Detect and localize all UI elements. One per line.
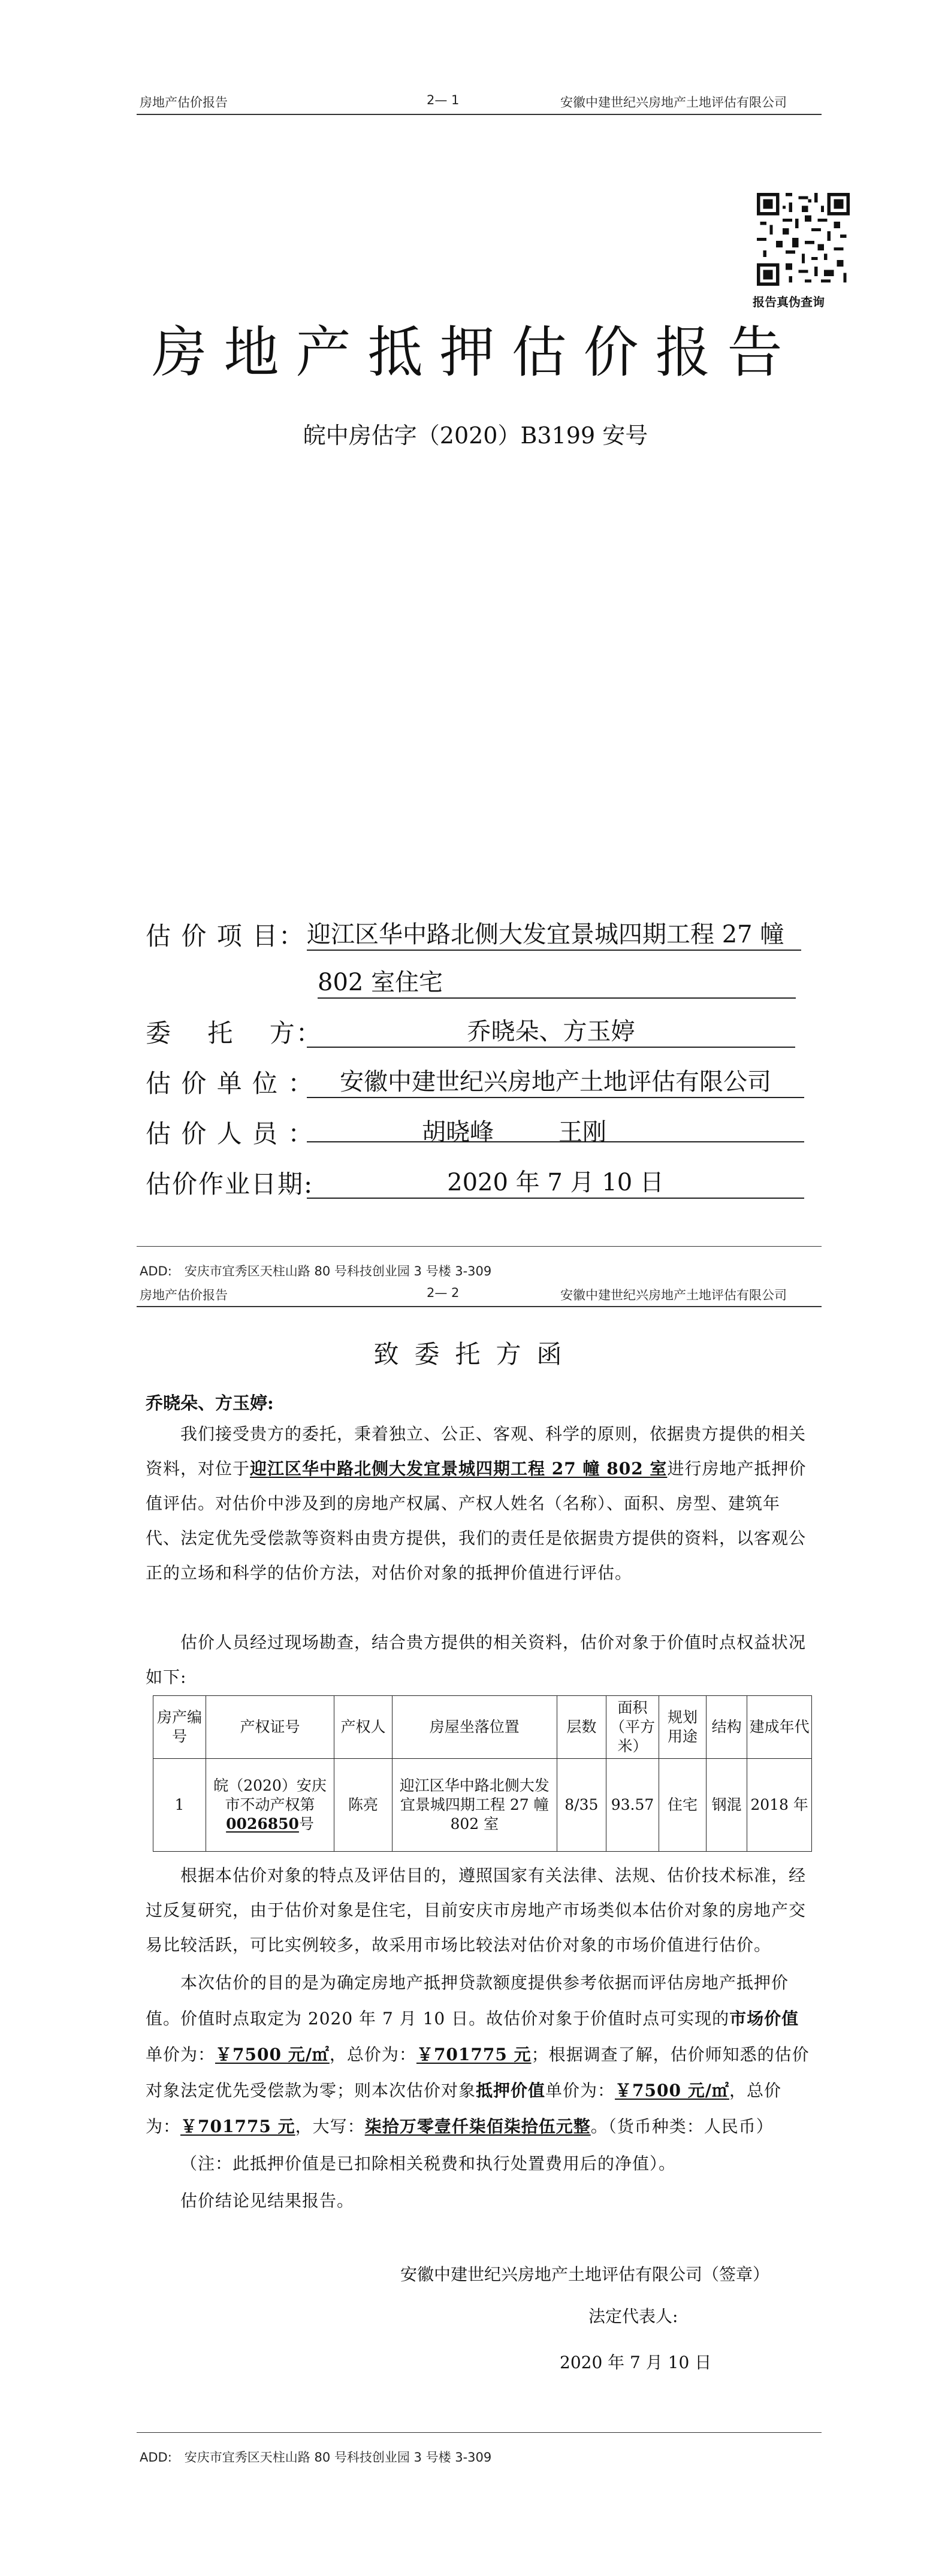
client-label: 委 托 方： bbox=[146, 1018, 322, 1048]
legal-representative: 法定代表人: bbox=[588, 2306, 678, 2326]
cell-owner: 陈亮 bbox=[334, 1759, 393, 1852]
appraiser-1: 胡晓峰 bbox=[422, 1118, 494, 1146]
footer-rule bbox=[137, 2432, 822, 2433]
market-value-label: 市场价值 bbox=[729, 2009, 799, 2028]
conclusion: 估价结论见结果报告。 bbox=[180, 2191, 355, 2211]
note: （注：此抵押价值是已扣除相关税费和执行处置费用后的净值）。 bbox=[180, 2154, 677, 2173]
appraiser-2: 王刚 bbox=[558, 1118, 606, 1146]
org-value: 安徽中建世纪兴房地产土地评估有限公司 bbox=[307, 1063, 804, 1098]
mortgage-total-price: ￥701775 元 bbox=[180, 2117, 295, 2136]
cell-year: 2018 年 bbox=[747, 1759, 812, 1852]
mortgage-value-label: 抵押价值 bbox=[476, 2081, 546, 2100]
project-label: 估 价 项 目： bbox=[146, 921, 306, 951]
footer-address: ADD: 安庆市宜秀区天柱山路 80 号科技创业园 3 号楼 3-309 bbox=[140, 2450, 492, 2465]
paragraph-3: 根据本估价对象的特点及评估目的，遵照国家有关法律、法规、估价技术标准，经过反复研究，由于估价对象是住宅，目前安庆市房地产市场类似本估价对象的房地产交易比较活跃，可比实例较多，故采用市场比较法对估价对象的市场价值进行估价。 bbox=[146, 1866, 807, 1955]
date-label: 估价作业日期: bbox=[146, 1169, 314, 1199]
org-label: 估 价 单 位 ： bbox=[146, 1069, 315, 1098]
cell-cert-no: 皖（2020）安庆市不动产权第0026850号 bbox=[206, 1759, 334, 1852]
header-right: 安徽中建世纪兴房地产土地评估有限公司 bbox=[560, 95, 787, 110]
th-house-no: 房产编号 bbox=[153, 1696, 206, 1759]
cell-use: 住宅 bbox=[659, 1759, 706, 1852]
paragraph-1: 我们接受贵方的委托，秉着独立、公正、客观、科学的原则，依据贵方提供的相关资料，对位于迎江区华中路北侧大发宜景城四期工程 27 幢 802 室进行房地产抵押价值评估。对估价中涉及到的房地产权属、产权人姓名（名称）、面积、房型、建筑年代、法定优先受偿款等资料由贵方提供，我们的责任是依据贵方提供的资料，以客观公正的立场和科学的估价方法，对估价对象的抵押价值进行评估。 bbox=[146, 1424, 807, 1583]
table-row bbox=[153, 1759, 812, 1852]
market-unit-price: ￥7500 元/㎡ bbox=[215, 2045, 330, 2064]
table-header-row bbox=[153, 1696, 812, 1759]
report-title: 房地产抵押估价报告 bbox=[152, 321, 799, 385]
th-year: 建成年代 bbox=[747, 1696, 812, 1759]
project-value-line2: 802 室住宅 bbox=[318, 963, 796, 999]
th-location: 房屋坐落位置 bbox=[392, 1696, 557, 1759]
property-address: 迎江区华中路北侧大发宜景城四期工程 27 幢 802 室 bbox=[250, 1459, 668, 1479]
appraiser-underline bbox=[307, 1141, 804, 1142]
cell-area: 93.57 bbox=[606, 1759, 659, 1852]
th-area: 面积（平方米） bbox=[606, 1696, 659, 1759]
signature-date: 2020 年 7 月 10 日 bbox=[560, 2353, 712, 2372]
project-value-line1: 迎江区华中路北侧大发宜景城四期工程 27 幢 bbox=[307, 915, 801, 951]
th-owner: 产权人 bbox=[334, 1696, 393, 1759]
header-page-number: 2— 2 bbox=[427, 1286, 460, 1300]
footer-address: ADD: 安庆市宜秀区天柱山路 80 号科技创业园 3 号楼 3-309 bbox=[140, 1264, 492, 1278]
qr-caption: 报告真伪查询 bbox=[753, 295, 825, 309]
property-table bbox=[153, 1695, 812, 1852]
paragraph-4: 本次估价的目的是为确定房地产抵押贷款额度提供参考依据而评估房地产抵押价值。价值时点取定为 2020 年 7 月 10 日。故估价对象于价值时点可实现的市场价值单价为：￥7500 元/㎡，总价为：￥701775 元；根据调查了解，估价师知悉的估价对象法定优先受偿款为零；则本次估价对象抵押价值单价为：￥7500 元/㎡，总价为：￥701775 元，大写：柒拾万零壹仟柒佰柒拾伍元整。（货币种类：人民币） bbox=[146, 1973, 810, 2136]
report-number: 皖中房估字（2020）B3199 安号 bbox=[303, 422, 648, 449]
cell-location: 迎江区华中路北侧大发宜景城四期工程 27 幢 802 室 bbox=[392, 1759, 557, 1852]
appraiser-label: 估 价 人 员 ： bbox=[146, 1119, 315, 1148]
market-total-price: ￥701775 元 bbox=[416, 2045, 532, 2064]
qr-code-icon[interactable] bbox=[757, 193, 850, 286]
cell-floors: 8/35 bbox=[557, 1759, 606, 1852]
paragraph-2: 估价人员经过现场勘查，结合贵方提供的相关资料，估价对象于价值时点权益状况如下: bbox=[146, 1632, 807, 1687]
th-structure: 结构 bbox=[707, 1696, 747, 1759]
mortgage-unit-price: ￥7500 元/㎡ bbox=[615, 2081, 729, 2100]
signature-org: 安徽中建世纪兴房地产土地评估有限公司（签章） bbox=[400, 2264, 770, 2284]
th-cert-no: 产权证号 bbox=[206, 1696, 334, 1759]
header-left: 房地产估价报告 bbox=[140, 1288, 228, 1302]
date-value: 2020 年 7 月 10 日 bbox=[307, 1163, 804, 1199]
cell-house-no: 1 bbox=[153, 1759, 206, 1852]
header-right: 安徽中建世纪兴房地产土地评估有限公司 bbox=[560, 1288, 787, 1302]
th-use: 规划用途 bbox=[659, 1696, 706, 1759]
salutation: 乔晓朵、方玉婷: bbox=[146, 1393, 274, 1413]
amount-in-words: 柒拾万零壹仟柒佰柒拾伍元整 bbox=[364, 2117, 591, 2136]
header-left: 房地产估价报告 bbox=[140, 95, 228, 110]
header-rule bbox=[137, 1306, 822, 1307]
th-floors: 层数 bbox=[557, 1696, 606, 1759]
client-value: 乔晓朵、方玉婷 bbox=[307, 1012, 795, 1048]
cell-structure: 钢混 bbox=[707, 1759, 747, 1852]
header-page-number: 2— 1 bbox=[427, 93, 460, 107]
footer-rule bbox=[137, 1246, 822, 1247]
letter-title: 致委托方函 bbox=[373, 1340, 578, 1369]
header-rule bbox=[137, 114, 822, 115]
